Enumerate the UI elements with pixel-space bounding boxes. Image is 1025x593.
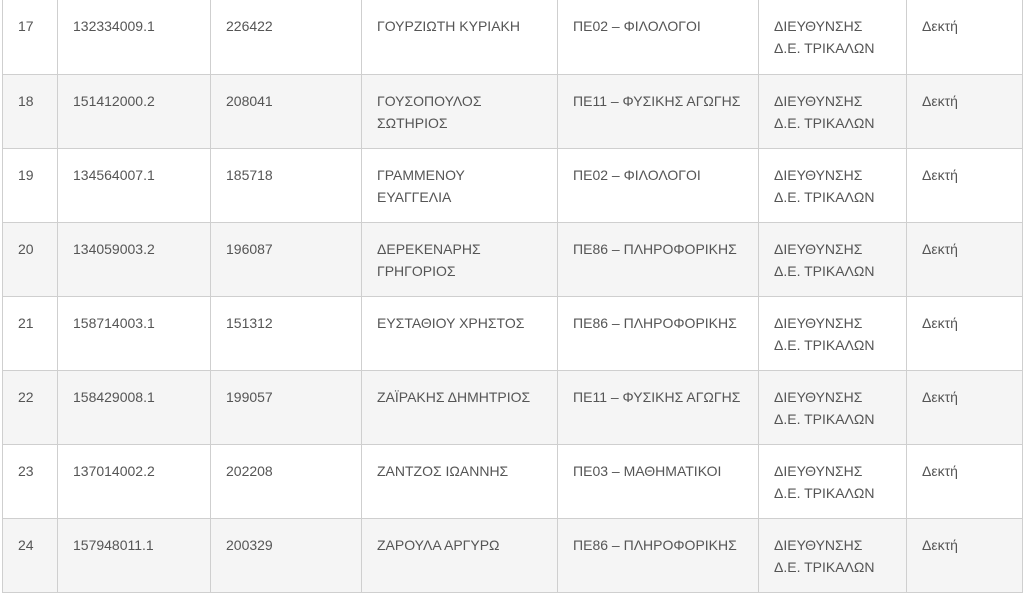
row-number-cell: 17 xyxy=(3,0,58,74)
full-name-cell: ΕΥΣΤΑΘΙΟΥ ΧΡΗΣΤΟΣ xyxy=(362,296,558,370)
full-name-cell: ΓΟΥΡΖΙΩΤΗ ΚΥΡΙΑΚΗ xyxy=(362,0,558,74)
code-cell: 199057 xyxy=(211,370,362,444)
registry-number-cell: 151412000.2 xyxy=(58,74,211,148)
status-cell: Δεκτή xyxy=(907,518,1023,592)
code-cell: 196087 xyxy=(211,222,362,296)
status-cell: Δεκτή xyxy=(907,296,1023,370)
results-table-wrapper xyxy=(2,0,1022,593)
directorate-cell: ΔΙΕΥΘΥΝΣΗΣ Δ.Ε. ΤΡΙΚΑΛΩΝ xyxy=(759,148,907,222)
full-name-cell: ΖΑΝΤΖΟΣ ΙΩΑΝΝΗΣ xyxy=(362,444,558,518)
specialty-cell: ΠΕ86 – ΠΛΗΡΟΦΟΡΙΚΗΣ xyxy=(558,222,759,296)
table-row xyxy=(3,518,1023,592)
status-cell: Δεκτή xyxy=(907,222,1023,296)
status-cell: Δεκτή xyxy=(907,148,1023,222)
full-name-cell: ΓΟΥΣΟΠΟΥΛΟΣ ΣΩΤΗΡΙΟΣ xyxy=(362,74,558,148)
row-number-cell: 19 xyxy=(3,148,58,222)
directorate-cell: ΔΙΕΥΘΥΝΣΗΣ Δ.Ε. ΤΡΙΚΑΛΩΝ xyxy=(759,74,907,148)
code-cell: 185718 xyxy=(211,148,362,222)
directorate-cell: ΔΙΕΥΘΥΝΣΗΣ Δ.Ε. ΤΡΙΚΑΛΩΝ xyxy=(759,222,907,296)
registry-number-cell: 134059003.2 xyxy=(58,222,211,296)
table-row xyxy=(3,74,1023,148)
specialty-cell: ΠΕ02 – ΦΙΛΟΛΟΓΟΙ xyxy=(558,148,759,222)
specialty-cell: ΠΕ03 – ΜΑΘΗΜΑΤΙΚΟΙ xyxy=(558,444,759,518)
registry-number-cell: 132334009.1 xyxy=(58,0,211,74)
row-number-cell: 18 xyxy=(3,74,58,148)
table-row xyxy=(3,444,1023,518)
row-number-cell: 20 xyxy=(3,222,58,296)
table-row xyxy=(3,370,1023,444)
directorate-cell: ΔΙΕΥΘΥΝΣΗΣ Δ.Ε. ΤΡΙΚΑΛΩΝ xyxy=(759,444,907,518)
registry-number-cell: 157948011.1 xyxy=(58,518,211,592)
status-cell: Δεκτή xyxy=(907,0,1023,74)
code-cell: 226422 xyxy=(211,0,362,74)
directorate-cell: ΔΙΕΥΘΥΝΣΗΣ Δ.Ε. ΤΡΙΚΑΛΩΝ xyxy=(759,518,907,592)
directorate-cell: ΔΙΕΥΘΥΝΣΗΣ Δ.Ε. ΤΡΙΚΑΛΩΝ xyxy=(759,0,907,74)
status-cell: Δεκτή xyxy=(907,444,1023,518)
table-row xyxy=(3,222,1023,296)
specialty-cell: ΠΕ11 – ΦΥΣΙΚΗΣ ΑΓΩΓΗΣ xyxy=(558,74,759,148)
registry-number-cell: 137014002.2 xyxy=(58,444,211,518)
results-table xyxy=(2,0,1023,593)
registry-number-cell: 134564007.1 xyxy=(58,148,211,222)
status-cell: Δεκτή xyxy=(907,74,1023,148)
code-cell: 200329 xyxy=(211,518,362,592)
full-name-cell: ΖΑΪΡΑΚΗΣ ΔΗΜΗΤΡΙΟΣ xyxy=(362,370,558,444)
full-name-cell: ΖΑΡΟΥΛΑ ΑΡΓΥΡΩ xyxy=(362,518,558,592)
full-name-cell: ΔΕΡΕΚΕΝΑΡΗΣ ΓΡΗΓΟΡΙΟΣ xyxy=(362,222,558,296)
specialty-cell: ΠΕ86 – ΠΛΗΡΟΦΟΡΙΚΗΣ xyxy=(558,518,759,592)
specialty-cell: ΠΕ86 – ΠΛΗΡΟΦΟΡΙΚΗΣ xyxy=(558,296,759,370)
code-cell: 208041 xyxy=(211,74,362,148)
table-row xyxy=(3,0,1023,74)
code-cell: 202208 xyxy=(211,444,362,518)
specialty-cell: ΠΕ11 – ΦΥΣΙΚΗΣ ΑΓΩΓΗΣ xyxy=(558,370,759,444)
row-number-cell: 23 xyxy=(3,444,58,518)
specialty-cell: ΠΕ02 – ΦΙΛΟΛΟΓΟΙ xyxy=(558,0,759,74)
row-number-cell: 22 xyxy=(3,370,58,444)
row-number-cell: 21 xyxy=(3,296,58,370)
registry-number-cell: 158714003.1 xyxy=(58,296,211,370)
directorate-cell: ΔΙΕΥΘΥΝΣΗΣ Δ.Ε. ΤΡΙΚΑΛΩΝ xyxy=(759,370,907,444)
registry-number-cell: 158429008.1 xyxy=(58,370,211,444)
directorate-cell: ΔΙΕΥΘΥΝΣΗΣ Δ.Ε. ΤΡΙΚΑΛΩΝ xyxy=(759,296,907,370)
table-row xyxy=(3,148,1023,222)
table-row xyxy=(3,296,1023,370)
code-cell: 151312 xyxy=(211,296,362,370)
full-name-cell: ΓΡΑΜΜΕΝΟΥ ΕΥΑΓΓΕΛΙΑ xyxy=(362,148,558,222)
row-number-cell: 24 xyxy=(3,518,58,592)
status-cell: Δεκτή xyxy=(907,370,1023,444)
